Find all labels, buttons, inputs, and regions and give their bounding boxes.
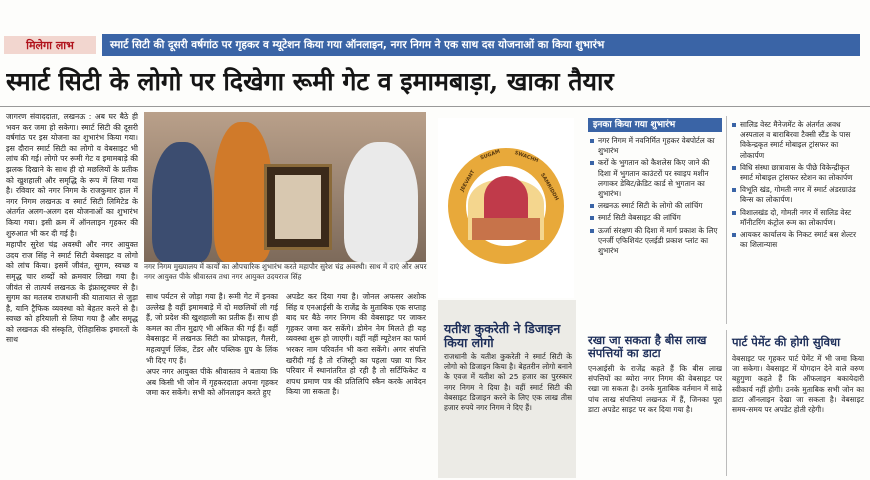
headline: स्मार्ट सिटी के लोगो पर दिखेगा रूमी गेट व इमामबाड़ा, खाका तैयार — [6, 67, 614, 96]
payment-box-text: वेबसाइट पर गृहकर पार्ट पेमेंट में भी जमा किया जा सकेगा। वेबसाइट में योगदान देने वाले वरुण बहुगुणा कहते हैं कि ऑफलाइन बकायेदारी स्वीकार्य नहीं होगी। उनके मुताबिक सभी जोन का डाटा ऑनलाइन देखा जा सकता है। वेबसाइट समय-समय पर अपडेट होती रहेगी। — [732, 354, 864, 415]
data-box-title: रखा जा सकता है बीस लाख संपत्तियों का डाटा — [588, 333, 707, 360]
column-divider — [726, 330, 727, 476]
list-item: ऊर्जा संरक्षण की दिशा में मार्ग प्रकाश के लिए एनर्जी एफिशियंट एलईडी प्रकाश प्लांट का शुभारंभ — [590, 226, 722, 257]
article-paragraph: जागरण संवाददाता, लखनऊ : अब घर बैठे ही भवन कर जमा हो सकेगा। स्मार्ट सिटी की दूसरी वर्षगांठ पर इस योजना का शुभारंभ किया गया। इस दौरान स्मार्ट सिटी का लोगो व वेबसाइट भी लांच की गई। लोगो पर रूमी गेट व इमामबाड़े की झलक दिखाने के साथ ही दो मछलियों के प्रतीक को खुशहाली और समृद्धि के रूप में लिया गया है। रविवार को नगर निगम के राजकुमार हाल में नगर निगम लखनऊ व स्मार्ट सिटी लिमिटेड के अंतर्गत अलग-अलग दस योजनाओं का शुभारंभ किया गया। इसी क्रम में ऑनलाइन गृहकर की शुरुआत भी कर दी गई है। — [6, 112, 138, 238]
launch-list-right — [732, 120, 864, 326]
article-paragraph: अपडेट कर दिया गया है। जोनल अफसर अशोक सिंह व एनआईसी के राजेंद्र के मुताबिक एक सप्ताह बाद घर बैठे नगर निगम की वेबसाइट पर जाकर गृहकर जमा कर सकेंगे। डोमेन नेम मिलते ही यह व्यवस्था शुरू हो जाएगी। वहीं नहीं म्यूटेशन का फार्म भरकर नाम परिवर्तन भी करा सकेंगे। अगर संपत्ति खरीदी गई है तो रजिस्ट्री का पहला पन्ना या फिर परिवार में स्थानांतरित हो रही है तो सर्टिफिकेट व शपथ प्रमाण पत्र की प्रतिलिपि स्कैन करके आवेदन किया जा सकता है। — [286, 292, 426, 397]
photo-caption: नगर निगम मुख्यालय में कार्यों का औपचारिक शुभारंभ करते महापौर सुरेश चंद्र अवस्थी। साथ में दाएं और अपर नगर आयुक्त पीके श्रीवास्तव तथा नगर आयुक्त उदयराज सिंह — [144, 262, 427, 281]
data-box-text: एनआईसी के राजेंद्र कहते हैं कि बीस लाख संपत्तियों का ब्योरा नगर निगम की वेबसाइट पर रखा जा सकता है। उनके मुताबिक वर्तमान में साढ़े पांच लाख संपत्तियां लखनऊ में हैं, जिनका पूरा डाटा अपडेट साइट पर कर दिया गया है। — [588, 364, 722, 414]
logo-word: SUGAM — [479, 148, 502, 162]
smart-city-logo — [438, 118, 574, 298]
inset-title: इनका किया गया शुभारंभ — [588, 118, 722, 132]
list-item: सालिड वेस्ट मैनेजमेंट के अंतर्गत अवध अस्पताल व बाराबिरवा टैक्सी स्टैंड के पास विकेन्द्रकृत स्मार्ट मोबाइल ट्रांसफर का लोकार्पण — [732, 120, 864, 161]
article-paragraph: महापौर सुरेश चंद्र अवस्थी और नगर आयुक्त उदय राज सिंह ने स्मार्ट सिटी वेबसाइट व लोगो को लांच किया। इसमें जीवंत, सुगम, स्वच्छ व समृद्ध चार शब्दों को क्रमवार लिखा गया है। जीवंत से तात्पर्य लखनऊ के इंफ्रास्ट्रक्चर से है। सुगम का मतलब राजधानी की यातायात से जुड़ा है, यानि ट्रैफिक व्यवस्था को बेहतर करने से है। स्वच्छ को हरियाली से लिया गया है और समृद्ध को लखनऊ की संस्कृति, ऐतिहासिक इमारतों के साथ — [6, 240, 138, 345]
article-column-3 — [286, 292, 426, 478]
list-item: आयकर कार्यालय के निकट स्मार्ट बस शेल्टर का शिलान्यास — [732, 230, 864, 250]
list-item: नगर निगम में नवनिर्मित गृहकर वेबपोर्टल का शुभारंभ — [590, 136, 722, 156]
list-item: विभूति खंड, गोमती नगर में स्मार्ट अंडरग्राउंड बिन्स का लोकार्पण। — [732, 185, 864, 205]
list-item: स्मार्ट सिटी वेबसाइट की लांचिंग — [590, 213, 722, 223]
logo-designer-title: यतीश कुकरेती ने डिजाइन किया लोगो — [444, 321, 561, 350]
article-paragraph: साथ पर्यटन से जोड़ा गया है। रूमी गेट में इनका उल्लेख है वहीं इमामबाड़े में दो मछलियों ली गई हैं, जो प्रदेश की खुशहाली का प्रतीक हैं। साथ ही कमल का तीन मुद्राएं भी अंकित की गई हैं। वहीं वेबसाइट में लखनऊ सिटी का प्रोफाइल, गैलरी, महत्वपूर्ण लिंक, टेंडर और पब्लिक ग्रुप के लिंक भी दिए गए हैं। — [146, 292, 278, 365]
list-item: करों के भुगतान को कैशलेस किए जाने की दिशा में भुगतान काउंटरों पर स्वाइप मशीन लगाकर डेबिट/क्रेडिट कार्ड से भुगतान का शुभारंभ। — [590, 158, 722, 199]
payment-box-title: पार्ट पेमेंट की होगी सुविधा — [732, 335, 841, 349]
column-divider — [726, 116, 727, 324]
logo-word: SAMRIDDH — [539, 172, 560, 202]
article-paragraph: अपर नगर आयुक्त पीके श्रीवास्तव ने बताया कि अब किसी भी जोन में गृहकरदाता अपना गृहकर जमा कर सकेंगे। सभी को ऑनलाइन करते हुए — [146, 367, 278, 398]
framed-certificate — [264, 164, 332, 250]
person-figure — [344, 142, 418, 262]
strapline: स्मार्ट सिटी की दूसरी वर्षगांठ पर गृहकर व म्यूटेशन किया गया ऑनलाइन, नगर निगम ने एक साथ दस योजनाओं का किया शुभारंभ — [102, 34, 860, 56]
person-figure — [152, 142, 212, 262]
headline-rule — [0, 106, 870, 107]
news-photo — [144, 112, 426, 262]
section-tag: मिलेगा लाभ — [4, 36, 96, 54]
list-item: लखनऊ स्मार्ट सिटी के लोगो की लांचिंग — [590, 201, 722, 211]
list-item: विधि संस्था छात्रावास के पीछे विकेन्द्रीकृत स्मार्ट मोबाइल ट्रांसफर स्टेशन का लोकार्पण — [732, 163, 864, 183]
logo-word: JEEVANT — [459, 169, 477, 193]
launch-list-left — [590, 136, 722, 328]
article-column-1 — [6, 112, 138, 478]
logo-designer-text: राजधानी के यतीश कुकरेती ने स्मार्ट सिटी के लोगो को डिजाइन किया है। बेहतरीन लोगो बनाने के एवज में यतीश को 25 हजार का पुरस्कार नगर निगम ने दिया है। वहीं स्मार्ट सिटी की वेबसाइट डिजाइन करने के लिए एक लाख तीस हजार रुपये नगर निगम ने दिए हैं। — [444, 352, 572, 413]
logo-word: SWACHH — [513, 149, 540, 165]
list-item: विशालखंड दो, गोमती नगर में सालिड वेस्ट मॉनीटरिंग कंट्रोल रूम का लोकार्पण। — [732, 208, 864, 228]
article-column-2 — [146, 292, 278, 478]
